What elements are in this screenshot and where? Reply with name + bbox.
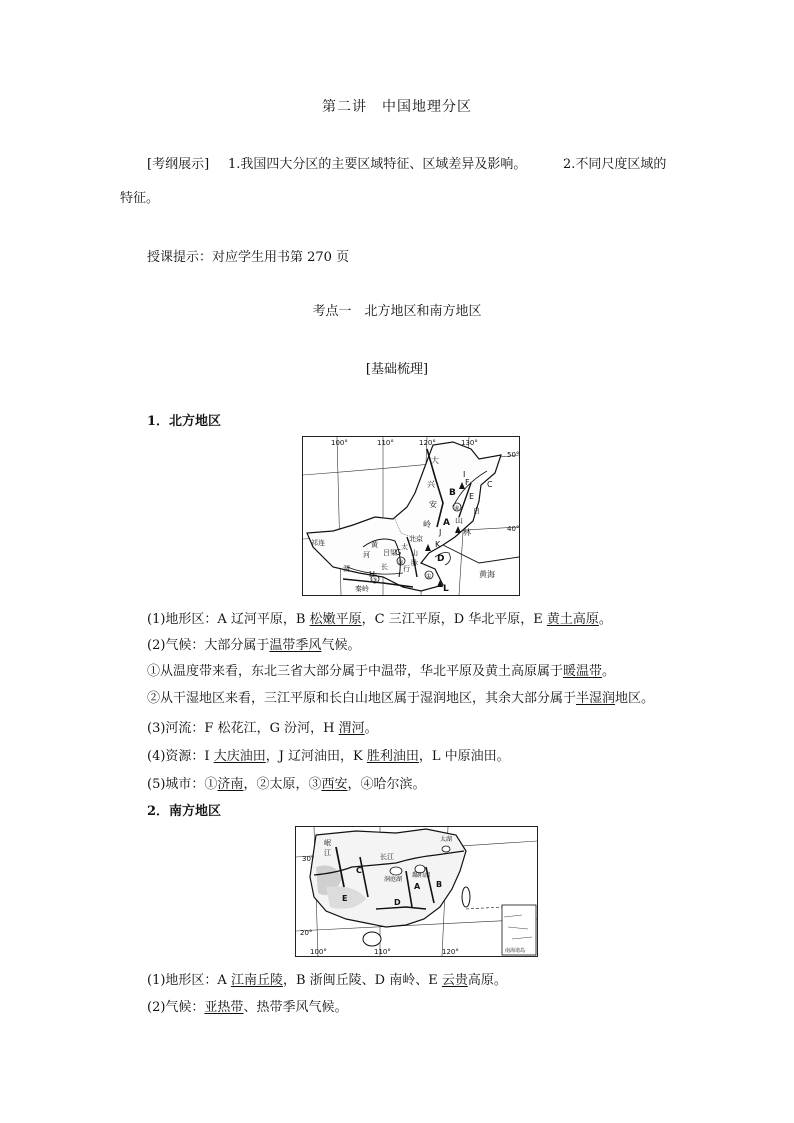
south-china-map — [295, 826, 538, 957]
north-item-climate — [147, 634, 360, 653]
page-title: 第二讲 中国地理分区 — [322, 99, 472, 115]
text-segment: ，L 中原油田。 — [418, 749, 510, 764]
answer-underlined: 温带季风 — [269, 638, 322, 653]
syllabus-item-2: 2.不同尺度区域的 — [563, 157, 667, 172]
north-map-label: 大 — [431, 456, 439, 465]
south-map-label: 南海诸岛 — [505, 948, 526, 954]
answer-underlined: 黄土高原 — [546, 612, 599, 627]
syllabus-item-1: 1.我国四大分区的主要区域特征、区域差异及影响。 — [228, 157, 527, 172]
text-segment: (2)气候： — [147, 1000, 205, 1015]
south-lon-label-100: 100° — [310, 948, 327, 956]
south-map-label: 洞庭湖 — [384, 876, 403, 883]
north-map-label: D — [437, 554, 445, 564]
south-lat-label-30: 30° — [302, 855, 315, 863]
north-map-label: 脉 — [411, 559, 418, 567]
south-map-label: A — [414, 882, 421, 891]
north-map-label: 林 — [463, 528, 471, 537]
north-lon-label-130: 130° — [461, 439, 478, 447]
text-segment: ②从干湿地区来看，三江平原和长白山地区属于湿润地区，其余大部分属于 — [147, 691, 577, 706]
answer-underlined: 半湿润 — [576, 691, 616, 706]
south-map-graphic — [296, 827, 537, 956]
north-map-label: 白 — [473, 507, 480, 515]
answer-underlined: 大庆油田 — [213, 749, 266, 764]
north-map-label: ① — [426, 573, 432, 580]
answer-underlined: 江南丘陵 — [230, 973, 283, 988]
subsection-heading: [基础梳理] — [365, 362, 429, 377]
north-item-cities — [147, 773, 425, 792]
north-lat-label-50: 50° — [507, 451, 519, 459]
answer-underlined: 胜利油田 — [366, 749, 419, 764]
north-map-graphic — [303, 437, 519, 595]
answer-underlined: 渭河 — [338, 721, 365, 736]
text-segment: ，②太原，③ — [243, 777, 322, 792]
north-heading: 1．北方地区 — [147, 414, 222, 429]
text-segment: (1)地形区：A 辽河平原，B — [147, 612, 310, 627]
north-map-label: 祁连 — [311, 539, 325, 547]
south-map-label: 太湖 — [440, 836, 453, 843]
north-lon-label-120: 120° — [419, 439, 436, 447]
syllabus-item-2-continued: 特征。 — [120, 191, 160, 206]
south-lon-label-120: 120° — [442, 948, 459, 956]
north-china-map — [302, 436, 520, 596]
north-item-resources — [147, 745, 510, 764]
north-map-label: ④ — [454, 505, 460, 512]
answer-underlined: 暖温带 — [563, 664, 603, 679]
north-map-label: 行 — [403, 565, 410, 573]
text-segment: ①从温度带来看，东北三省大部分属于中温带，华北平原及黄土高原属于 — [147, 664, 564, 679]
text-segment: 地区。 — [615, 691, 655, 706]
text-segment: 气候。 — [321, 638, 361, 653]
text-segment: ，C 三江平原，D 华北平原，E — [361, 612, 547, 627]
text-segment: ，J 辽河油田，K — [265, 749, 367, 764]
north-map-label: K — [435, 540, 441, 549]
south-map-label: B — [436, 880, 443, 889]
south-map-label: 鄱阳湖 — [412, 872, 431, 879]
text-segment: 。 — [602, 664, 616, 679]
north-item-moisture-zone — [147, 687, 654, 706]
north-item-rivers — [147, 717, 378, 736]
text-segment: (4)资源：I — [147, 749, 214, 764]
north-lat-label-40: 40° — [507, 525, 519, 533]
syllabus-label: [考纲展示] — [147, 157, 210, 172]
text-segment: (2)气候：大部分属于 — [147, 638, 270, 653]
south-lon-label-110: 110° — [374, 948, 391, 956]
south-map-label: E — [342, 894, 348, 903]
north-map-label: 吕梁 — [383, 549, 397, 557]
north-lon-label-110: 110° — [377, 439, 394, 447]
north-item-temperature-zone — [147, 660, 615, 679]
answer-underlined: 西安 — [321, 777, 348, 792]
north-map-label: F — [465, 478, 470, 487]
north-map-label: 长 — [381, 563, 388, 571]
north-map-label: ③ — [372, 577, 378, 584]
south-map-label: 岷 — [324, 839, 331, 847]
south-map-label: C — [356, 866, 362, 875]
text-segment: 高原。 — [467, 973, 507, 988]
north-map-label: E — [469, 492, 475, 501]
section-heading: 考点一 北方地区和南方地区 — [312, 304, 482, 319]
north-map-label: H — [369, 570, 376, 579]
text-segment: (3)河流：F 松花江，G 汾河，H — [147, 721, 339, 736]
answer-underlined: 松嫩平原 — [309, 612, 362, 627]
north-item-terrain — [147, 608, 612, 627]
text-segment: 、热带季风气候。 — [243, 1000, 348, 1015]
text-segment: ，④哈尔滨。 — [347, 777, 426, 792]
north-map-label: G — [395, 548, 402, 557]
north-map-label: L — [443, 584, 449, 594]
north-map-label: 安 — [429, 500, 437, 509]
south-map-label: 江 — [324, 849, 331, 857]
answer-underlined: 云贵 — [441, 973, 468, 988]
south-map-label: D — [394, 898, 401, 907]
north-map-label: 黄 — [371, 541, 378, 549]
text-segment: 。 — [364, 721, 378, 736]
north-map-label: 岭 — [423, 520, 431, 529]
text-segment: ，B 浙闽丘陵、D 南岭、E — [282, 973, 442, 988]
south-item-terrain — [147, 969, 507, 988]
north-map-label: B — [449, 488, 456, 498]
south-item-climate — [147, 996, 347, 1015]
south-heading: 2．南方地区 — [147, 804, 222, 819]
text-segment: (5)城市：① — [147, 777, 218, 792]
north-map-label: I — [463, 470, 466, 479]
text-segment: (1)地形区：A — [147, 973, 231, 988]
south-lat-label-20: 20° — [300, 929, 313, 937]
north-map-label: 山 — [411, 549, 418, 557]
north-map-label: 河 — [363, 551, 370, 559]
north-map-label: 北京 — [409, 535, 423, 543]
north-map-label: J — [439, 528, 442, 537]
text-segment: 。 — [598, 612, 612, 627]
north-map-label: 渭 — [343, 565, 350, 573]
north-map-label: A — [443, 518, 450, 528]
north-map-label: ② — [398, 559, 404, 566]
north-lon-label-100: 100° — [331, 439, 348, 447]
north-map-label: 太 — [401, 543, 408, 551]
answer-underlined: 济南 — [217, 777, 244, 792]
north-map-label: 兴 — [427, 480, 435, 489]
south-map-label: 长江 — [380, 853, 394, 861]
lecture-hint: 授课提示：对应学生用书第 270 页 — [147, 250, 350, 265]
north-map-label: C — [487, 480, 493, 489]
north-map-label: 黄海 — [479, 570, 495, 579]
north-map-label: 秦岭 — [355, 585, 369, 593]
answer-underlined: 亚热带 — [204, 1000, 244, 1015]
north-map-label: 山 — [455, 516, 463, 525]
